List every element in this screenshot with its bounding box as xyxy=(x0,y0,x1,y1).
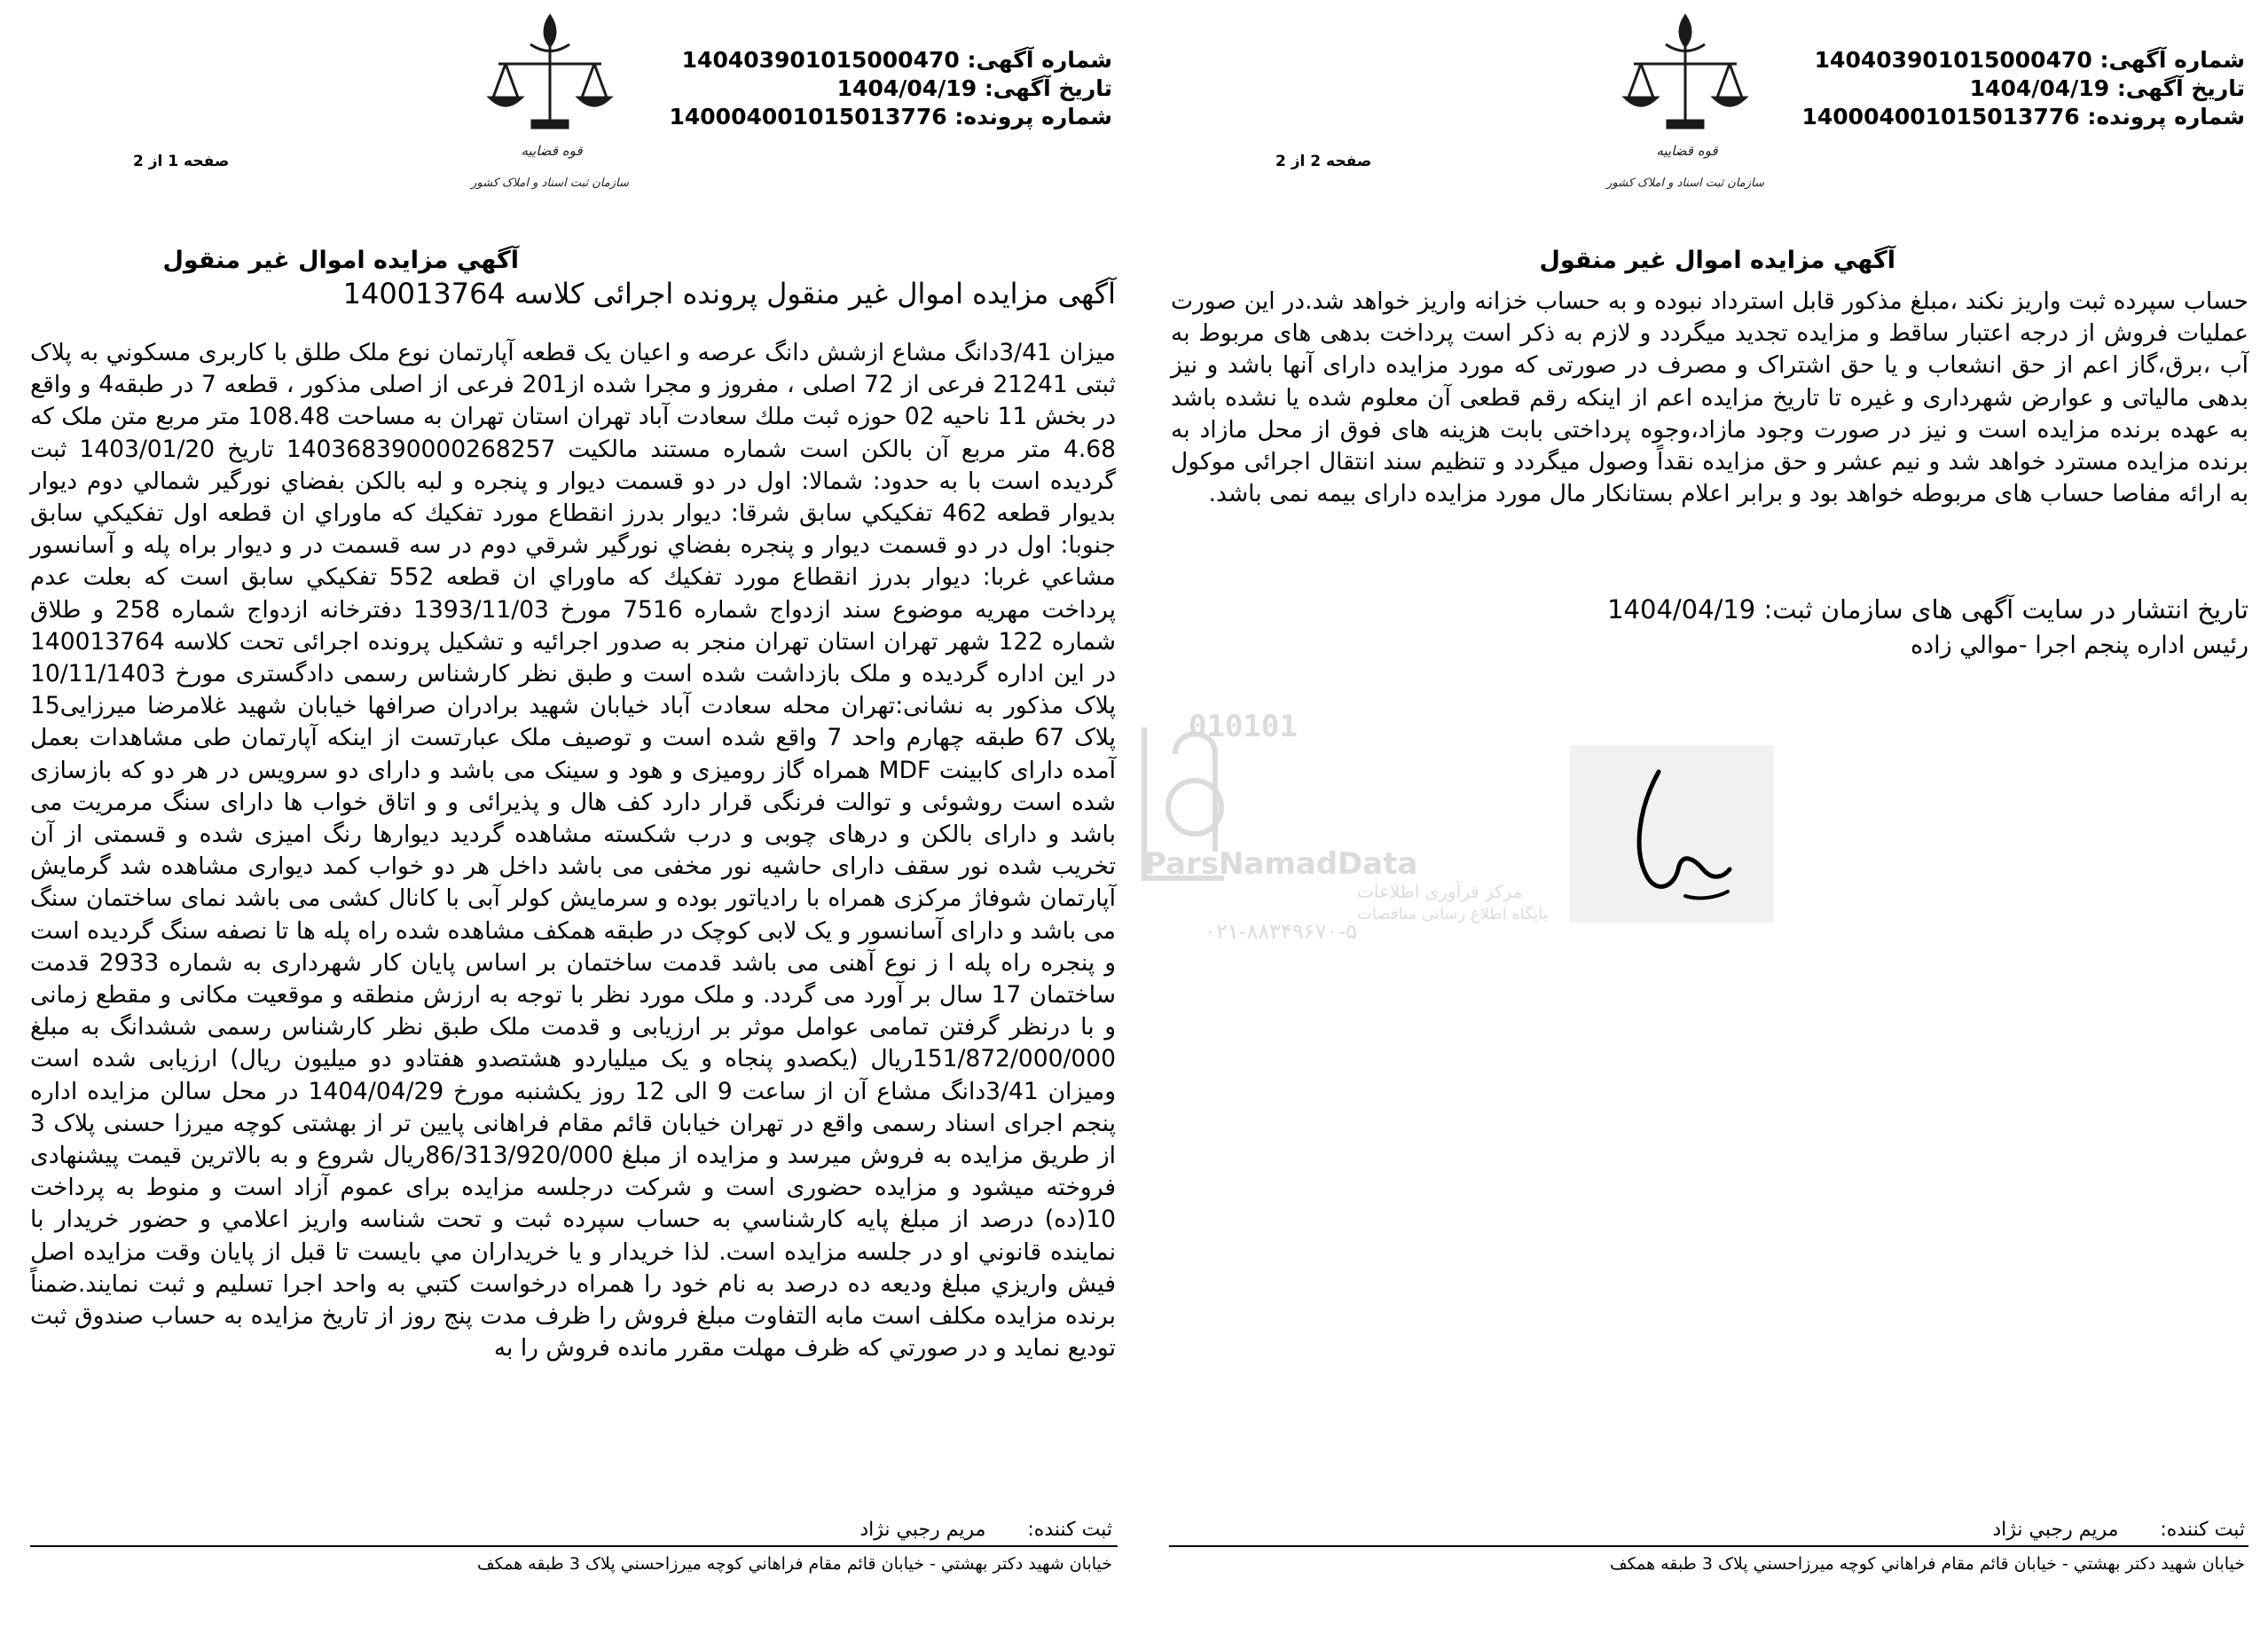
publish-date-line: تاریخ انتشار در سایت آگهی های سازمان ثبت: 1404/04/19 xyxy=(1607,594,2248,625)
page-subtitle: آگهی مزایده اموال غیر منقول پرونده اجرائی کلاسه 140013764 xyxy=(342,277,1116,310)
page-title: آگهي مزايده اموال غير منقول xyxy=(1539,247,1895,274)
notice-date: 1404/04/19 xyxy=(1969,75,2110,101)
body-paragraph: میزان 3/41دانگ مشاع ازشش دانگ عرصه و اعیان یک قطعه آپارتمان نوع ملک طلق با کاربری مسکوني به پلاک ثبتی 21241 فرعی از 72 اصلی ، مفروز و مجرا شده از201 فرعی از اصلی مذکور ، قطعه 7 در طبقه4 و واقع در بخش 11 ناحیه 02 حوزه ثبت ملك سعادت آباد تهران استان تهران به مساحت 108.48 متر مربع متن ملک که 4.68 متر مربع آن بالکن است شماره مستند مالکیت 140368390000268257 تاریخ 1403/01/20 ثبت گردیده است با به حدود: شمالا: اول در دو قسمت ديوار و پنجره و لبه بالکن بفضاي نورگير شمالي دوم ديوار بديوار قطعه 462 تفكيكي سابق شرقا: ديوار بدرز انقطاع مورد تفكيك كه ماوراي ان قطعه اول تفكيكي سابق جنوبا: اول در دو قسمت ديوار و پنجره بفضاي نورگير شرقي دوم در سه قسمت در و ديوار براه پله و آسانسور مشاعي غربا: ديوار بدرز انقطاع مورد تفكيك كه ماوراي ان قطعه 552 تفكيكي سابق است که بعلت عدم پرداخت مهریه موضوع سند ازدواج شماره 7516 مورخ 1393/11/03 دفترخانه ازدواج شماره 258 و طلاق شماره 122 شهر تهران استان تهران منجر به صدور اجرائیه و تشکیل پرونده اجرائی تحت کلاسه 140013764 در این اداره گردیده و ملک بازداشت شده است و طبق نظر کارشناس رسمی دادگستری مورخ 10/11/1403 پلاک مذکور به نشانی:تهران محله سعادت آباد خیابان شهید برادران صرافها خیابان شهید غلامرضا میرزایی15 پلاک 67 طبقه چهارم واحد 7 واقع شده است و توصیف ملک عبارتست از اینکه آپارتمان طی مشاهدات بعمل آمده دارای کابینت MDF همراه گاز رومیزی و هود و سینک می باشد و دارای دو سرویس در هر دو که بازسازی شده است روشوئی و توالت فرنگی قرار دارد کف هال و پذیرائی و و اتاق خواب ها دارای سنگ مرمریت می باشد و دارای بالکن و درهای چوبی و درب شکسته مشاهده گردید دیوارها رنگ امیزی شده و قسمتی از آن تخریب شده نور سقف دارای حاشیه نور مخفی می باشد داخل هر دو خواب کمد دیواری مشاهده شد گرمایش آپارتمان شوفاژ مرکزی همراه با رادیاتور بوده و سرمایش کولر آبی با کانال کشی می باشد نمای ساختمان سنگ می باشد و دارای آسانسور و یک لابی کوچک در طبقه همکف مشاهده شده راه پله ها تا نصفه سنگ گردیده است و پنجره راه پله ا ز نوع آهنی می باشد قدمت ساختمان بر اساس پایان کار شهرداری به شماره 2933 قدمت ساختمان 17 سال بر آورد می گردد. و ملک مورد نظر با توجه به ارزش منطقه و موقعیت مکانی و مقطع زمانی و با درنظر گرفتن تمامی عوامل موثر بر ارزیابی و قدمت ملک طبق نظر کارشناس رسمی ششدانگ به مبلغ 151/872/000/000ریال (یکصدو پنجاه و یک میلیاردو هشتصدو هفتادو دو میلیون ریال) ارزیابی شده است ومیزان 3/41دانگ مشاع آن از ساعت 9 الی 12 روز یکشنبه مورخ 1404/04/29 در محل سالن مزایده اداره پنجم اجرای اسناد رسمی واقع در تهران خیابان قائم مقام فراهانی پایین تر از بهشتی کوچه میرزا حسنی پلاک 3 از طریق مزایده به فروش میرسد و مزایده از مبلغ 86/313/920/000ریال شروع و به بالاترین قیمت پیشنهادی فروخته میشود و مزایده حضوری است و شرکت درجلسه مزایده برای عموم آزاد است و منوط به پرداخت 10(ده) درصد از مبلغ پایه کارشناسي به حساب سپرده ثبت و تحت شناسه واریز اعلامي و حضور خریدار با نماینده قانوني او در جلسه مزایده است. لذا خریدار و یا خریداران مي بایست تا قبل از پایان وقت مزایده اصل فیش واریزي مبلغ ودیعه ده درصد به نام خود را همراه درخواست کتبي به واحد اجرا تسلیم و ثبت نمایند.ضمناً برنده مزایده مکلف است مابه التفاوت مبلغ فروش را ظرف مدت پنج روز از تاریخ مزایده به حساب صندوق ثبت تودیع نماید و در صورتي که ظرف مهلت مقرر مانده فروش را به xyxy=(30,339,1117,1363)
footer-address: خيابان شهيد دکتر بهشتي - خيابان قائم مقام فراهاني کوچه ميرزاحسني پلاک 3 طبقه همکف xyxy=(1609,1554,2245,1574)
emblem-caption-bottom: سازمان ثبت اسناد و املاک کشور xyxy=(471,177,629,190)
page-number: صفحه 2 از 2 xyxy=(1275,153,1372,170)
signature-icon xyxy=(1570,745,1774,923)
body-paragraph: حساب سپرده ثبت واریز نکند ،مبلغ مذکور قابل استرداد نبوده و به حساب خزانه واریز خواهد شد.در این صورت عملیات فروش از درجه اعتبار ساقط و مزایده تجدید میگردد و لازم به ذکر است پرداخت بدهی های مربوط به آب ،برق،گاز اعم از حق انشعاب و یا حق اشتراک و مصرف در صورتی که مورد مزایده دارای آنها باشد و نیز بدهی مالیاتی و عوارض شهرداری و غیره تا تاریخ مزایده اعم از اینکه رقم قطعی آن معلوم شده یا نشده باشد به عهده برنده مزایده است و نیز در صورت وجود مازاد،وجوه پرداختی بابت هزینه های فوق از محل مازاد به برنده مزایده مسترد خواهد شد و نیم عشر و حق مزایده نقداً وصول میگردد و تنظیم سند انتقال اجرائی موکول به ارائه مفاصا حساب های مربوطه خواهد بود و برابر اعلام بستانکار مال مورد مزایده دارای بیمه نمی باشد. xyxy=(1171,287,2248,508)
notice-meta xyxy=(670,46,1113,131)
emblem-caption-bottom: سازمان ثبت اسناد و املاک کشور xyxy=(1606,177,1764,190)
registrar-label: ثبت کننده: xyxy=(2160,1519,2245,1541)
notice-date-label: تاریخ آگهی: xyxy=(2116,75,2245,101)
page-title: آگهي مزايده اموال غير منقول xyxy=(162,247,519,274)
notice-number-label: شماره آگهی: xyxy=(2099,47,2245,73)
signatory-line: رئیس اداره پنجم اجرا -موالي زاده xyxy=(1911,632,2248,659)
file-number: 140004001015013776 xyxy=(1801,104,2080,130)
registrar-line xyxy=(859,1519,1112,1541)
footer-divider xyxy=(30,1545,1118,1547)
judiciary-emblem-icon xyxy=(1606,9,1764,195)
page-number: صفحه 1 از 2 xyxy=(133,153,230,170)
emblem-caption-top: قوه قضاییه xyxy=(521,143,583,159)
registrar-name: مريم رجبي نژاد xyxy=(1992,1519,2119,1541)
notice-number-label: شماره آگهی: xyxy=(967,47,1112,73)
watermark-line1: مرکز فرآوری اطلاعات xyxy=(1357,881,1523,902)
notice-body xyxy=(1171,286,2248,510)
notice-date-label: تاریخ آگهی: xyxy=(984,75,1112,101)
watermark-brand: ParsNamadData xyxy=(1144,846,1418,882)
file-number-label: شماره پرونده: xyxy=(954,104,1112,130)
registrar-line xyxy=(1992,1519,2245,1541)
footer-address: خيابان شهيد دکتر بهشتي - خيابان قائم مقام فراهاني کوچه ميرزاحسني پلاک 3 طبقه همکف xyxy=(476,1554,1112,1574)
notice-date: 1404/04/19 xyxy=(836,75,977,101)
watermark-phone: ۰۲۱-۸۸۳۴۹۶۷۰-۵ xyxy=(1204,919,1357,944)
watermark-line2: پایگاه اطلاع رسانی مناقصات xyxy=(1357,905,1548,923)
registrar-label: ثبت کننده: xyxy=(1027,1519,1112,1541)
notice-number: 140403901015000470 xyxy=(1814,47,2092,73)
watermark-digits: 010101 xyxy=(1189,709,1298,744)
file-number: 140004001015013776 xyxy=(669,104,947,130)
notice-meta xyxy=(1802,46,2246,131)
notice-page-2 xyxy=(1135,0,2268,1634)
notice-body xyxy=(30,337,1116,1365)
footer-divider xyxy=(1169,1545,2248,1547)
file-number-label: شماره پرونده: xyxy=(2087,104,2245,130)
notice-number: 140403901015000470 xyxy=(681,47,960,73)
judiciary-emblem-icon xyxy=(471,9,629,195)
registrar-name: مريم رجبي نژاد xyxy=(859,1519,986,1541)
emblem-caption-top: قوه قضاییه xyxy=(1656,143,1718,159)
